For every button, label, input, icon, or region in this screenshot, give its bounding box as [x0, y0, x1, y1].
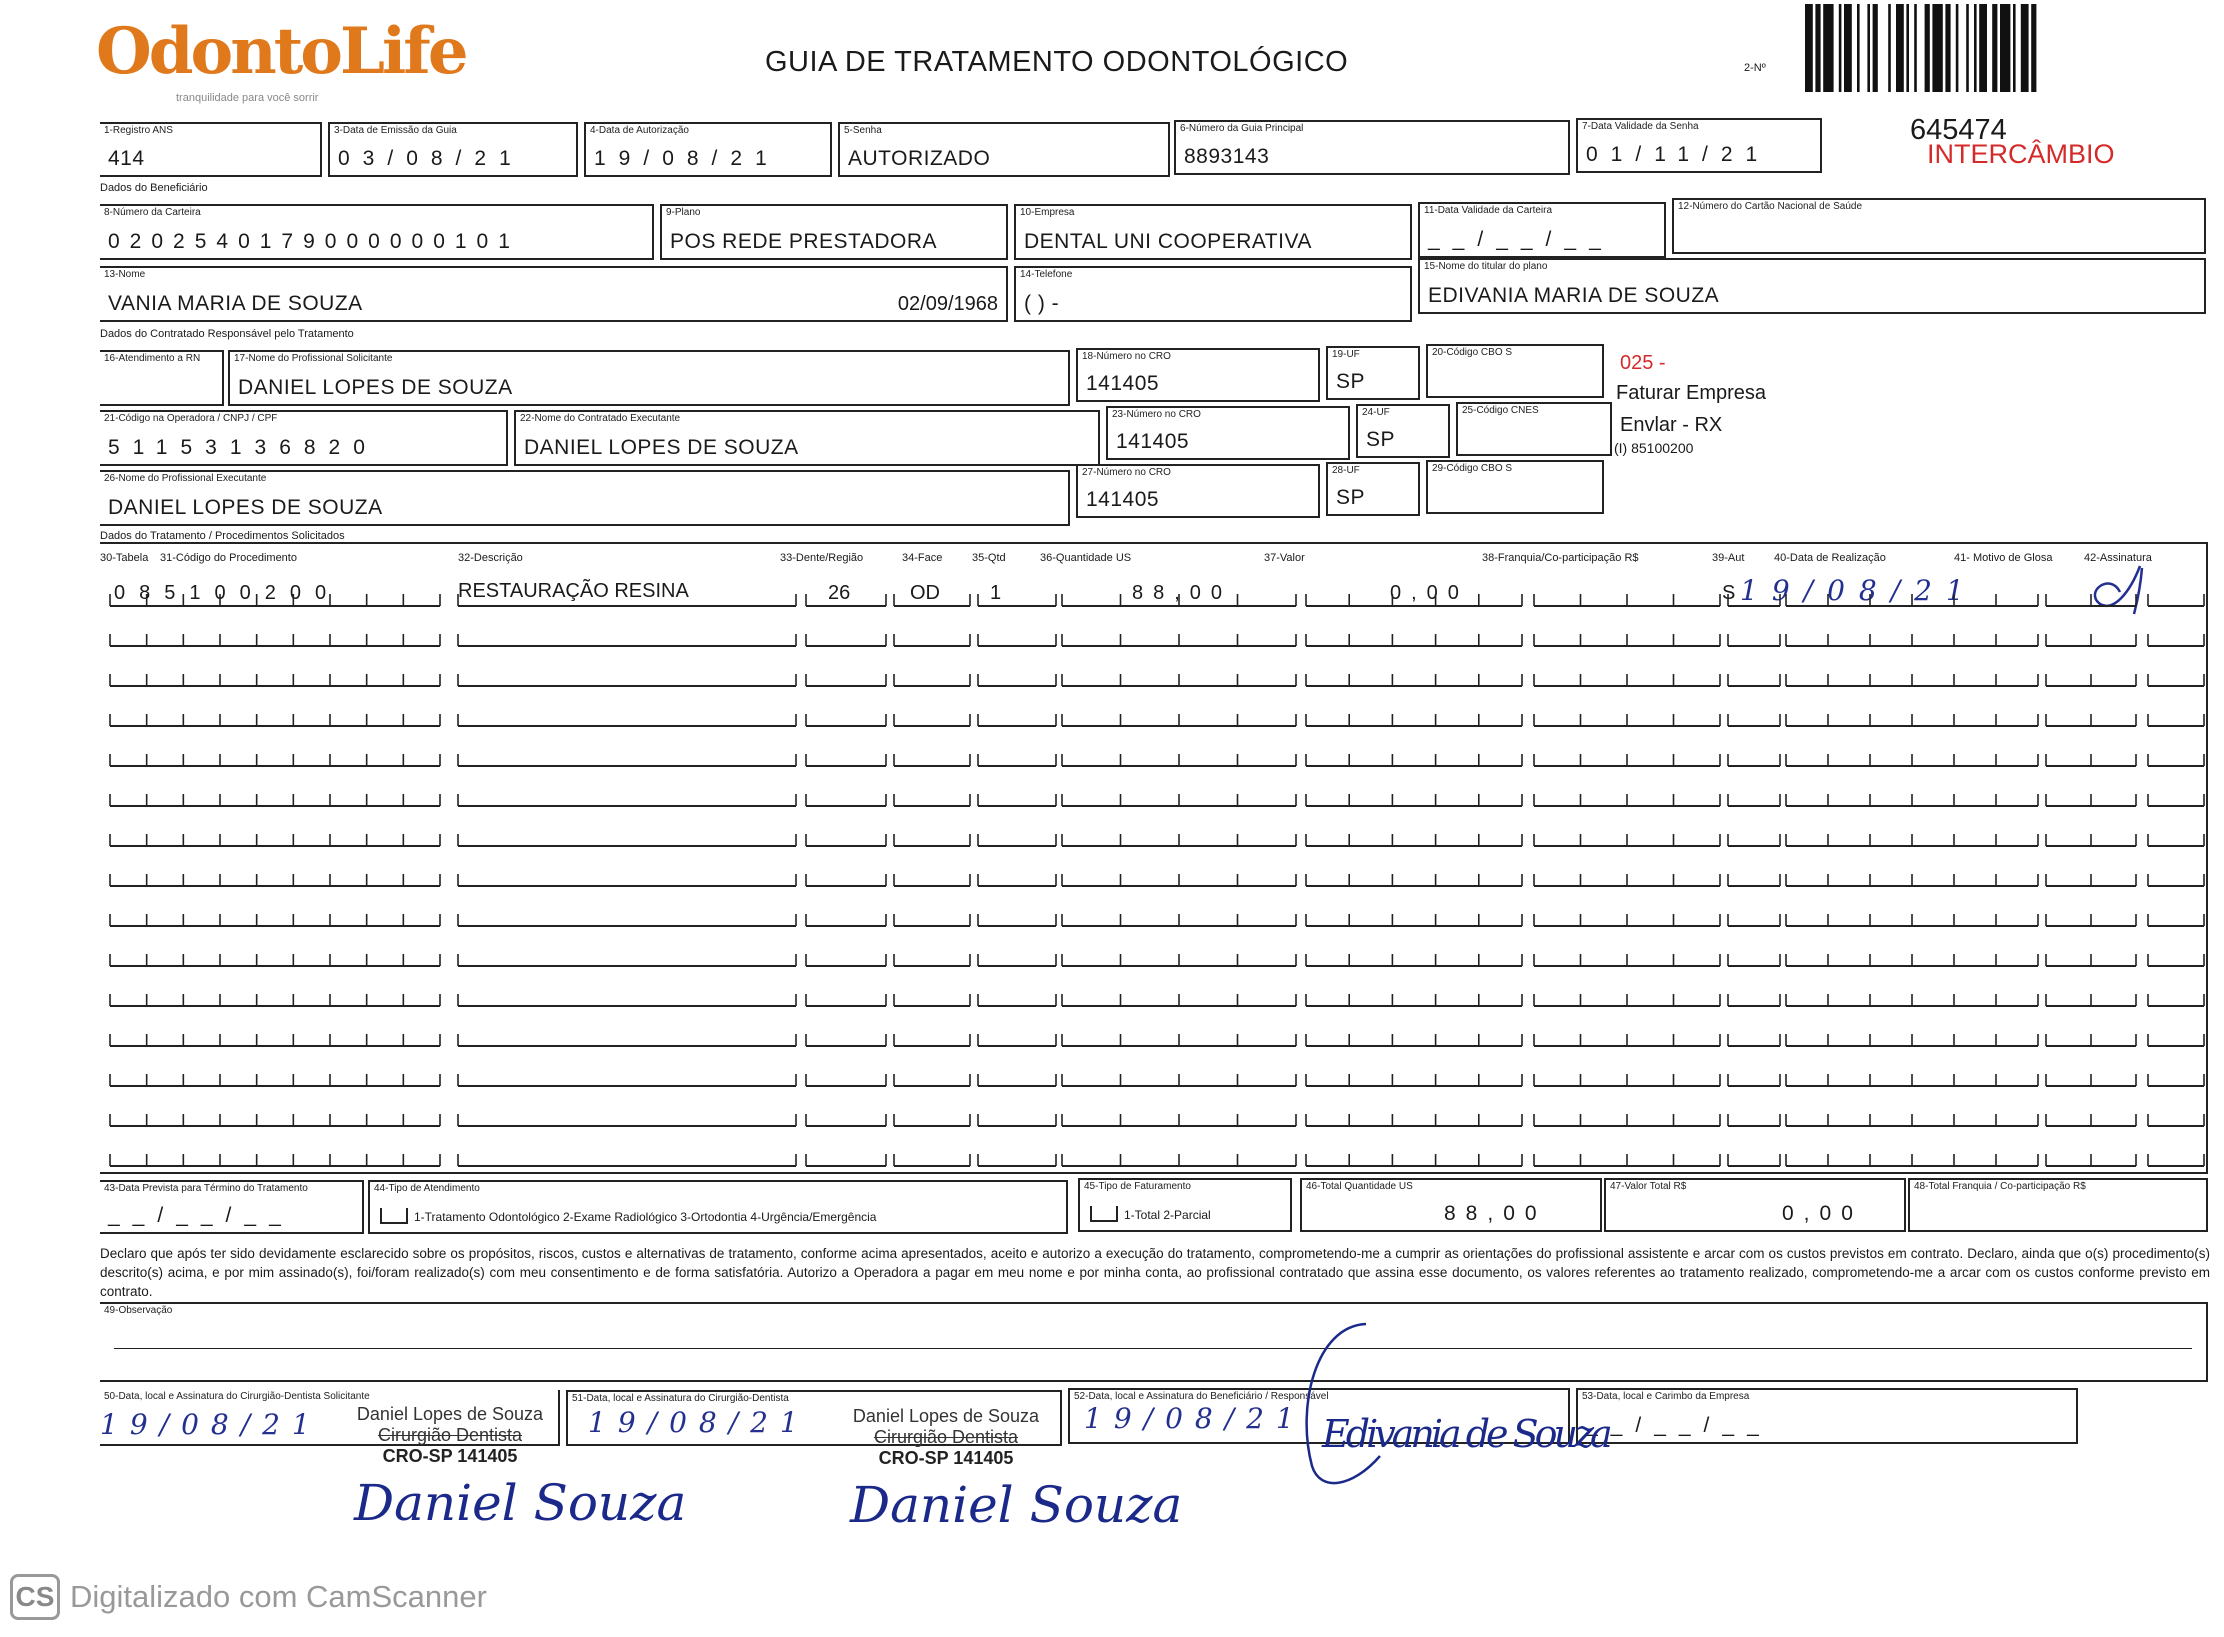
procedure-row-lines	[110, 834, 2204, 846]
sig51-date: 19/08/21	[588, 1406, 810, 1439]
field-previsao-termino: 43-Data Prevista para Término do Tratamento __/__/__	[100, 1180, 364, 1234]
field-cns: 12-Número do Cartão Nacional de Saúde	[1672, 198, 2206, 254]
field-data-autorizacao: 4-Data de Autorização 19/08/21	[584, 122, 832, 177]
proc-qtd: 1	[990, 582, 1002, 604]
field-profissional-executante: 26-Nome do Profissional Executante DANIEL LOPES DE SOUZA	[100, 470, 1070, 526]
col-tabela: 30-Tabela	[100, 552, 149, 564]
camscanner-watermark	[10, 1572, 487, 1622]
logo	[96, 14, 466, 104]
field-cbo-20: 20-Código CBO S	[1426, 344, 1604, 398]
field-data-emissao: 3-Data de Emissão da Guia 03/08/21	[328, 122, 578, 177]
field-titular: 15-Nome do titular do plano EDIVANIA MARIA DE SOUZA	[1418, 258, 2206, 314]
proc-dente: 26	[828, 582, 851, 604]
section-beneficiario: Dados do Beneficiário	[100, 182, 208, 194]
col-qtd: 35-Qtd	[972, 552, 1006, 564]
signature-beneficiario-loop	[1296, 1316, 1416, 1496]
procedure-row-lines	[110, 674, 2204, 686]
proc-codigo: 085100200	[114, 582, 341, 604]
col-aut: 39-Aut	[1712, 552, 1745, 564]
field-validade-carteira: 11-Data Validade da Carteira __/__/__	[1418, 202, 1666, 258]
field-valor-total: 47-Valor Total R$ 0,00	[1604, 1178, 1906, 1232]
field-uf-28: 28-UF SP	[1326, 462, 1420, 516]
intercambio-label: INTERCÂMBIO	[1927, 139, 2115, 169]
procedure-row-lines	[110, 994, 2204, 1006]
col-motivo-glosa: 41- Motivo de Glosa	[1954, 552, 2053, 564]
guide-number-value: 645474	[1910, 114, 2007, 146]
col-dente: 33-Dente/Região	[780, 552, 864, 564]
col-franquia: 38-Franquia/Co-participação R$	[1482, 552, 1639, 564]
camscanner-text: Digitalizado com CamScanner	[70, 1579, 487, 1614]
proc-data-realizacao: 19/08/21	[1740, 574, 1978, 607]
signature-beneficiario: Edivania de Souza	[1322, 1412, 1609, 1456]
procedure-row-lines	[110, 1114, 2204, 1126]
field-uf-19: 19-UF SP	[1326, 346, 1420, 400]
col-assinatura: 42-Assinatura	[2084, 552, 2152, 564]
procedure-row-lines	[110, 1154, 2204, 1166]
proc-aut: S	[1722, 582, 1736, 604]
stamp-executante: Daniel Lopes de Souza Cirurgião Dentista CRO-SP 141405	[852, 1406, 1040, 1468]
logo-tagline: tranquilidade para você sorrir	[176, 92, 319, 104]
field-cnes: 25-Código CNES	[1456, 402, 1612, 456]
field-assinatura-solicitante: 50-Data, local e Assinatura do Cirurgião-Dentista Solicitante 19/08/21	[100, 1390, 560, 1446]
field-codigo-operadora: 21-Código na Operadora / CNPJ / CPF 51153136820	[100, 410, 508, 466]
procedure-row-lines	[110, 874, 2204, 886]
section-contratado: Dados do Contratado Responsável pelo Tratamento	[100, 328, 354, 340]
procedure-empty-rows	[100, 576, 2208, 1172]
procedure-row-lines	[110, 1074, 2204, 1086]
proc-face: OD	[910, 582, 940, 604]
field-senha: 5-Senha AUTORIZADO	[838, 122, 1170, 177]
procedure-row-lines	[110, 1034, 2204, 1046]
note-faturar-empresa: Faturar Empresa	[1616, 382, 1767, 404]
procedure-row-lines	[110, 914, 2204, 926]
field-telefone: 14-Telefone ( ) -	[1014, 266, 1412, 322]
procedure-row-lines	[110, 794, 2204, 806]
field-contratado-executante: 22-Nome do Contratado Executante DANIEL LOPES DE SOUZA	[514, 410, 1100, 466]
field-cro-23: 23-Número no CRO 141405	[1106, 406, 1350, 460]
field-numero-carteira: 8-Número da Carteira 0202540179000000101	[100, 204, 654, 260]
field-cro-18: 18-Número no CRO 141405	[1076, 348, 1320, 402]
field-carimbo-empresa: 53-Data, local e Carimbo da Empresa __/__/__	[1576, 1388, 2078, 1444]
field-nome-beneficiario: 13-Nome VANIA MARIA DE SOUZA 02/09/1968	[100, 266, 1008, 322]
proc-descricao: RESTAURAÇÃO RESINA	[458, 580, 689, 602]
procedure-row-lines	[110, 594, 2204, 606]
procedure-row-lines	[110, 634, 2204, 646]
field-cro-27: 27-Número no CRO 141405	[1076, 464, 1320, 518]
note-code: (I) 85100200	[1614, 440, 1694, 456]
field-guia-principal: 6-Número da Guia Principal 8893143	[1174, 120, 1570, 175]
field-profissional-solicitante: 17-Nome do Profissional Solicitante DANIEL LOPES DE SOUZA	[228, 350, 1070, 406]
field-cbo-29: 29-Código CBO S	[1426, 460, 1604, 514]
field-validade-senha: 7-Data Validade da Senha 01/11/21	[1576, 118, 1822, 173]
page-title: GUIA DE TRATAMENTO ODONTOLÓGICO	[765, 46, 1349, 78]
field-registro-ans: 1-Registro ANS 414	[100, 122, 322, 177]
barcode	[1805, 4, 2105, 92]
birth-date: 02/09/1968	[897, 293, 998, 315]
signature-executante: Daniel Souza	[850, 1476, 1183, 1534]
field-plano: 9-Plano POS REDE PRESTADORA	[660, 204, 1008, 260]
field-observacao: 49-Observação	[100, 1302, 2208, 1382]
procedure-row-lines	[110, 714, 2204, 726]
stamp-solicitante: Daniel Lopes de Souza Cirurgião Dentista CRO-SP 141405	[356, 1404, 544, 1466]
note-envlar-rx: Envlar - RX	[1620, 414, 1723, 436]
field-atendimento-rn: 16-Atendimento a RN	[100, 350, 224, 406]
col-codigo: 31-Código do Procedimento	[160, 552, 297, 564]
proc-qtd-us: 88,00	[1132, 582, 1233, 604]
signature-solicitante: Daniel Souza	[354, 1474, 687, 1532]
field-total-quantidade-us: 46-Total Quantidade US 88,00	[1300, 1178, 1602, 1232]
col-valor: 37-Valor	[1264, 552, 1305, 564]
field-uf-24: 24-UF SP	[1356, 404, 1450, 458]
note-red-code: 025 -	[1620, 352, 1666, 374]
sig50-date: 19/08/21	[100, 1408, 322, 1441]
camscanner-badge: CS	[10, 1574, 60, 1620]
col-qtd-us: 36-Quantidade US	[1040, 552, 1132, 564]
section-procedimentos: Dados do Tratamento / Procedimentos Solicitados	[100, 530, 345, 542]
field-tipo-atendimento: 44-Tipo de Atendimento 1-Tratamento Odontológico 2-Exame Radiológico 3-Ortodontia 4-Urgência/Emergência	[368, 1180, 1068, 1234]
col-data-realizacao: 40-Data de Realização	[1774, 552, 1886, 564]
field-assinatura-dentista: 51-Data, local e Assinatura do Cirurgião-Dentista 19/08/21	[566, 1390, 1062, 1446]
field-total-franquia: 48-Total Franquia / Co-participação R$	[1908, 1178, 2208, 1232]
field-tipo-faturamento: 45-Tipo de Faturamento 1-Total 2-Parcial	[1078, 1178, 1292, 1232]
col-descricao: 32-Descrição	[458, 552, 523, 564]
logo-text: OdontoLife	[96, 14, 466, 89]
field-assinatura-beneficiario: 52-Data, local e Assinatura do Beneficiário / Responsável 19/08/21	[1068, 1388, 1570, 1444]
procedure-row-lines	[110, 754, 2204, 766]
col-face: 34-Face	[902, 552, 943, 564]
procedure-row-lines	[110, 954, 2204, 966]
proc-valor: 0,00	[1390, 582, 1469, 604]
sig52-date: 19/08/21	[1084, 1402, 1306, 1435]
declaration-text: Declaro que após ter sido devidamente esclarecido sobre os propósitos, riscos, custos e alternativas de tratamento, conforme acima apresentados, aceito e autorizo a execução do tratamento, comprometendo-me a cumprir as orientações do profissional assistente e arcar com os custos previstos em contrato. Declaro, ainda que o(s) procedimento(s) descrito(s) acima, e por mim assinado(s), foi/foram realizado(s) com meu consentimento e de forma satisfatória. Autorizo a Operadora a pagar em meu nome e por minha conta, ao profissional contratado que assina esse documento, os valores referentes ao tratamento realizado, comprometendo-me a arcar com os custos conforme previsto em contrato.	[100, 1246, 2210, 1299]
field-empresa: 10-Empresa DENTAL UNI COOPERATIVA	[1014, 204, 1412, 260]
guide-number-label: 2-Nº	[1744, 62, 1766, 74]
